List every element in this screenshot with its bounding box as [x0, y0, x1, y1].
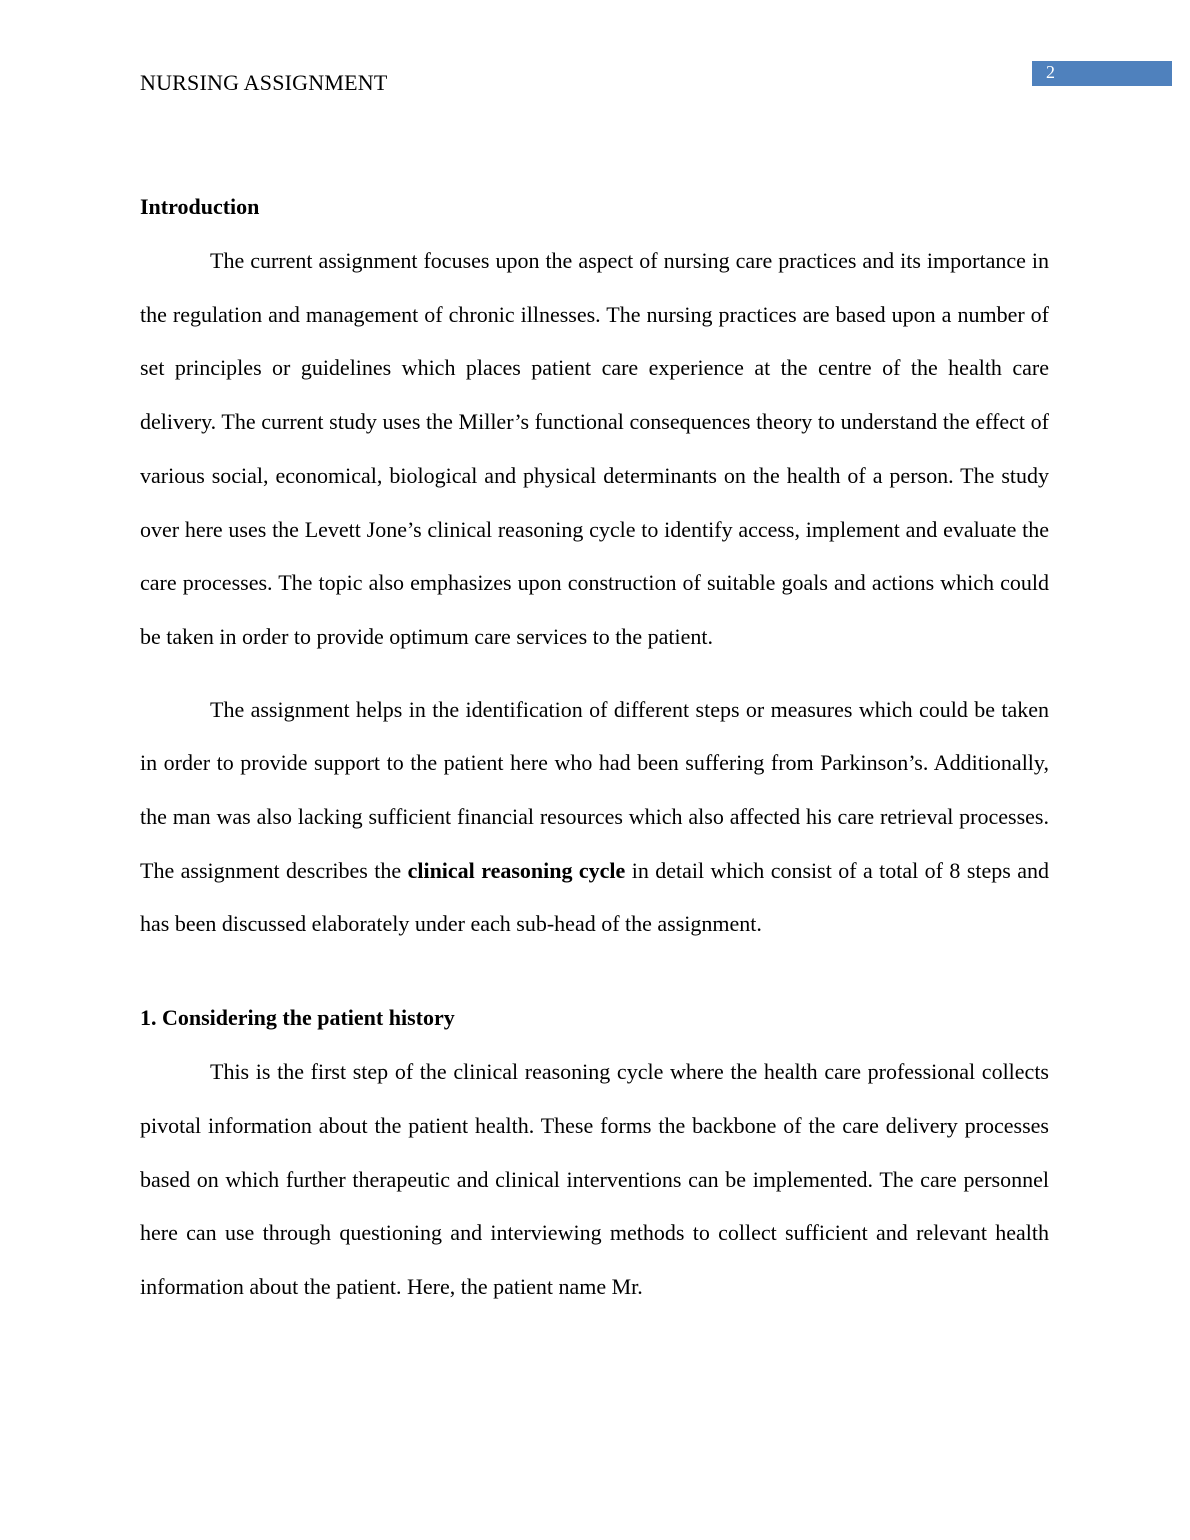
running-head: NURSING ASSIGNMENT	[140, 70, 388, 95]
clinical-reasoning-cycle-emphasis: clinical reasoning cycle	[407, 857, 626, 883]
paragraph-2-text-start: The assignment helps in the identification of different steps or measures which could be taken in order to provide support to the patient here who had been suffering from Parkinson’s. Additionally, the man was also lacking sufficient financial resources which also affected his care retrieval processes. The assignment describes the	[140, 696, 1049, 883]
page-number: 2	[1046, 62, 1055, 82]
introduction-heading: Introduction	[140, 194, 260, 219]
section-1-heading: 1. Considering the patient history	[140, 1005, 455, 1031]
page-number-badge	[1032, 61, 1172, 86]
document-body	[140, 190, 1049, 1314]
introduction-paragraph-1: The current assignment focuses upon the aspect of nursing care practices and its importance in the regulation and management of chronic illnesses. The nursing practices are based upon a number of set principles or guidelines which places patient care experience at the centre of the health care delivery. The current study uses the Miller’s functional consequences theory to understand the effect of various social, economical, biological and physical determinants on the health of a person. The study over here uses the Levett Jone’s clinical reasoning cycle to identify access, implement and evaluate the care processes. The topic also emphasizes upon construction of suitable goals and actions which could be taken in order to provide optimum care services to the patient.	[140, 248, 1049, 649]
introduction-paragraph-2	[140, 683, 1049, 952]
paragraph-2-text-end: in detail which consist of a total of 8 steps and has been discussed elaborately under each sub-head of the assignment.	[140, 857, 1049, 937]
section-1-paragraph: This is the first step of the clinical reasoning cycle where the health care professional collects pivotal information about the patient health. These forms the backbone of the care delivery processes based on which further therapeutic and clinical interventions can be implemented. The care personnel here can use through questioning and interviewing methods to collect sufficient and relevant health information about the patient. Here, the patient name Mr.	[140, 1059, 1049, 1299]
